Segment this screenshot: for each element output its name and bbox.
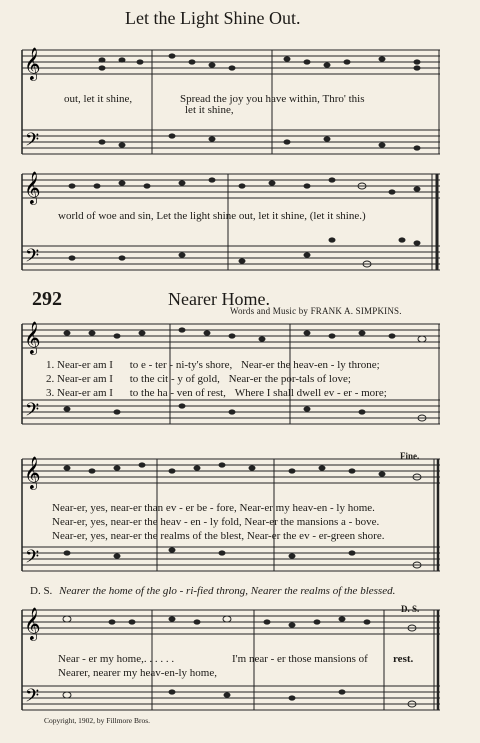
ds-label: D. S. xyxy=(30,585,53,597)
hymn-number: 292 xyxy=(32,288,62,310)
verse-text: Near-er the heav-en - ly throne; xyxy=(240,359,380,371)
chorus-text: I'm near - er those mansions of xyxy=(232,653,368,665)
refrain-line-1: Near-er, yes, near-er than ev - er be - fore, Near-er my heav-en - ly home. xyxy=(52,502,375,514)
verse-text: Near-er am I xyxy=(57,359,113,371)
verse-text: Near-er the por-tals of love; xyxy=(228,373,351,385)
verse-3 xyxy=(46,387,387,399)
svg-text:𝄞: 𝄞 xyxy=(24,607,41,640)
verse-number: 1. xyxy=(46,359,55,371)
verse-number: 2. xyxy=(46,373,55,385)
verse-text: to the cit - y of gold, xyxy=(129,373,220,385)
chorus-text: rest. xyxy=(393,653,414,665)
hymn-credit: Words and Music by FRANK A. SIMPKINS. xyxy=(230,306,402,316)
lyric-line: out, let it shine, xyxy=(64,93,133,105)
svg-text:𝄢: 𝄢 xyxy=(25,130,40,155)
chorus-text: Near - er my home,. . . . . . xyxy=(58,653,175,665)
verse-number: 3. xyxy=(46,387,55,399)
ds-text: Nearer the home of the glo - ri-fied throng, Nearer the realms of the blessed. xyxy=(59,585,396,597)
verse-text: Where I shall dwell ev - er - more; xyxy=(234,387,387,399)
svg-text:𝄢: 𝄢 xyxy=(25,246,40,271)
fine-marking: Fine. xyxy=(400,451,420,461)
refrain-line-2: Near-er, yes, near-er the heav - en - ly fold, Near-er the mansions a - bove. xyxy=(52,516,380,528)
svg-text:𝄞: 𝄞 xyxy=(24,321,41,354)
svg-text:𝄞: 𝄞 xyxy=(24,456,41,489)
svg-text:𝄞: 𝄞 xyxy=(24,47,41,80)
copyright-notice: Copyright, 1902, by Fillmore Bros. xyxy=(44,716,151,725)
verse-text: Near-er am I xyxy=(57,373,113,385)
lyric-line: Spread the joy you have within, Thro' this xyxy=(180,93,365,105)
svg-text:𝄢: 𝄢 xyxy=(25,686,40,711)
svg-text:𝄞: 𝄞 xyxy=(24,171,41,204)
verse-text: to the ha - ven of rest, xyxy=(129,387,226,399)
ds-marking: D. S. xyxy=(401,604,420,614)
verse-text: Near-er am I xyxy=(57,387,113,399)
lyric-line: let it shine, xyxy=(185,104,234,116)
svg-text:𝄢: 𝄢 xyxy=(25,400,40,425)
refrain-line-3: Near-er, yes, near-er the realms of the blest, Near-er the ev - er-green shore. xyxy=(52,530,385,542)
hymn-title: Nearer Home. xyxy=(168,289,270,309)
verse-1 xyxy=(46,359,380,371)
lyric-line: world of woe and sin, Let the light shine out, let it shine, (let it shine.) xyxy=(58,210,366,222)
verse-text: to e - ter - ni-ty's shore, xyxy=(129,359,233,371)
hymn-title: Let the Light Shine Out. xyxy=(125,8,301,28)
music-staff-system-2 xyxy=(22,170,440,280)
chorus-text: Nearer, nearer my heav-en-ly home, xyxy=(58,667,217,679)
dal-segno-line xyxy=(30,585,395,597)
svg-text:𝄢: 𝄢 xyxy=(25,547,40,572)
verse-2 xyxy=(46,373,351,385)
